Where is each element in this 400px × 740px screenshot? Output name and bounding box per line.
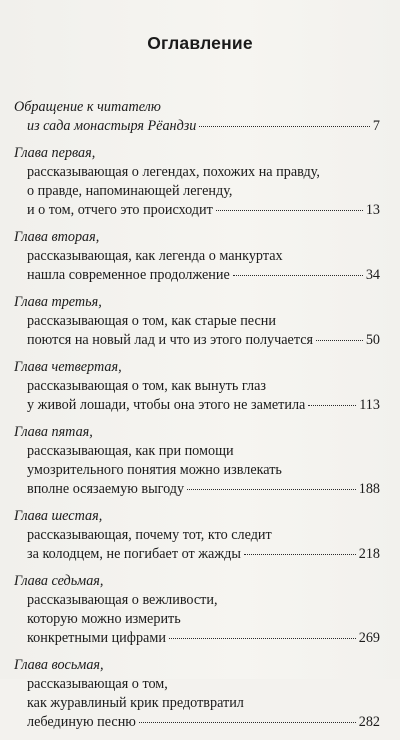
toc-entry-last-line <box>14 117 380 136</box>
toc-page-number: 188 <box>358 481 380 497</box>
toc-entry-heading: Глава шестая, <box>14 508 103 524</box>
toc-entry-text-line: и о том, отчего это происходит <box>27 202 213 218</box>
toc-entry-heading: Глава третья, <box>14 294 102 310</box>
toc-entry-heading: Глава вторая, <box>14 229 100 245</box>
toc-entry-last-line <box>14 480 380 499</box>
toc-entry-text-line: умозрительного понятия можно извлекать <box>27 462 282 478</box>
toc-entry-heading: Глава четвертая, <box>14 359 122 375</box>
dot-leader <box>169 638 356 639</box>
toc-entry[interactable] <box>14 358 380 415</box>
toc-entry[interactable] <box>14 656 380 732</box>
toc-entry[interactable] <box>14 144 380 220</box>
dot-leader <box>187 489 356 490</box>
toc-page-number: 50 <box>365 332 380 348</box>
toc-entry-text-line: за колодцем, не погибает от жажды <box>27 546 241 562</box>
toc-page-number: 7 <box>372 118 380 134</box>
toc-entry-text-line: лебединую песню <box>27 714 136 730</box>
toc-entry-heading: Глава первая, <box>14 145 96 161</box>
toc-entry-text-line: из сада монастыря Рёандзи <box>27 118 197 134</box>
toc-entry-last-line <box>14 396 380 415</box>
dot-leader <box>139 722 356 723</box>
page-title: Оглавление <box>147 33 253 53</box>
toc-entry-text-line: которую можно измерить <box>27 611 181 627</box>
toc-entry-heading: Глава восьмая, <box>14 657 104 673</box>
dot-leader <box>308 405 356 406</box>
dot-leader <box>233 275 363 276</box>
toc-entry-last-line <box>14 713 380 732</box>
toc-entry[interactable] <box>14 293 380 350</box>
toc-entry-last-line <box>14 266 380 285</box>
toc-entry-text-line: рассказывающая, почему тот, кто следит <box>27 527 272 543</box>
toc-entry-text-line: рассказывающая, как при помощи <box>27 443 234 459</box>
table-of-contents <box>14 98 380 740</box>
toc-entry-heading: Глава седьмая, <box>14 573 104 589</box>
dot-leader <box>316 340 363 341</box>
toc-page-number: 218 <box>358 546 380 562</box>
toc-entry-text-line: вполне осязаемую выгоду <box>27 481 185 497</box>
toc-entry-last-line <box>14 545 380 564</box>
toc-entry-text-line: рассказывающая о том, как вынуть глаз <box>27 378 266 394</box>
toc-entry[interactable] <box>14 228 380 285</box>
toc-entry[interactable] <box>14 507 380 564</box>
toc-entry-text-line: нашла современное продолжение <box>27 267 230 283</box>
toc-entry-text-line: о правде, напоминающей легенду, <box>27 183 233 199</box>
dot-leader <box>199 126 370 127</box>
toc-entry[interactable] <box>14 98 380 136</box>
dot-leader <box>216 210 363 211</box>
toc-page-number: 13 <box>365 202 380 218</box>
toc-entry-text-line: рассказывающая о том, <box>27 676 168 692</box>
toc-entry-text-line: как журавлиный крик предотвратил <box>27 695 244 711</box>
toc-entry[interactable] <box>14 423 380 499</box>
toc-entry-text-line: конкретными цифрами <box>27 630 166 646</box>
toc-entry-heading: Обращение к читателю <box>14 99 161 115</box>
dot-leader <box>244 554 356 555</box>
toc-page-number: 282 <box>358 714 380 730</box>
toc-entry-heading: Глава пятая, <box>14 424 93 440</box>
toc-entry-last-line <box>14 629 380 648</box>
toc-entry[interactable] <box>14 572 380 648</box>
toc-entry-last-line <box>14 201 380 220</box>
toc-entry-text-line: рассказывающая о легендах, похожих на правду, <box>27 164 320 180</box>
toc-entry-text-line: поются на новый лад и что из этого получается <box>27 332 314 348</box>
toc-entry-text-line: у живой лошади, чтобы она этого не заметила <box>27 397 306 413</box>
toc-entry-last-line <box>14 331 380 350</box>
toc-page-number: 269 <box>358 630 380 646</box>
toc-entry-text-line: рассказывающая о вежливости, <box>27 592 218 608</box>
toc-entry-text-line: рассказывающая о том, как старые песни <box>27 313 276 329</box>
toc-entry-text-line: рассказывающая, как легенда о манкуртах <box>27 248 283 264</box>
toc-page-number: 113 <box>359 397 380 413</box>
toc-page-number: 34 <box>365 267 380 283</box>
